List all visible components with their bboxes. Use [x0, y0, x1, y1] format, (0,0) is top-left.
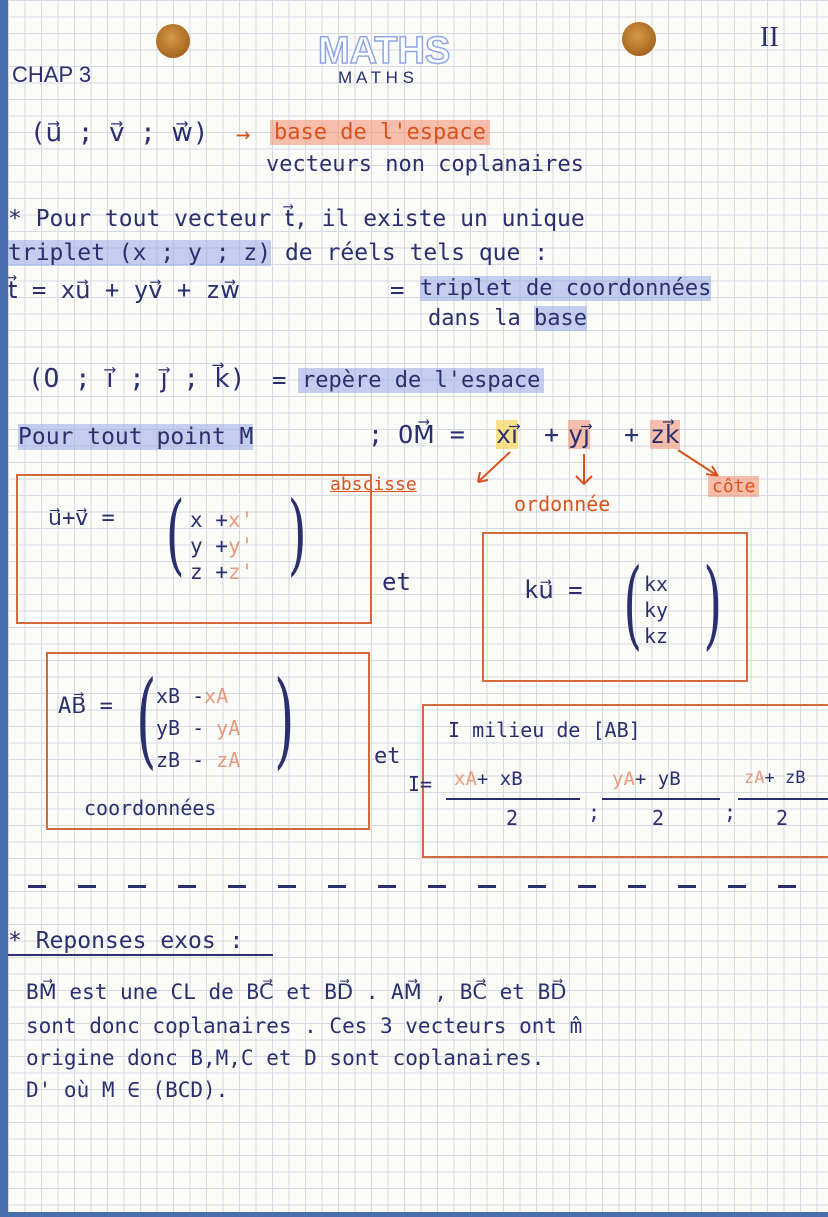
term-z: zk⃗	[650, 420, 680, 449]
midpoint-title: I milieu de [AB]	[448, 718, 641, 742]
frac-3-den: 2	[776, 806, 789, 830]
frac-sep-2: ;	[724, 800, 737, 824]
answer-line-3: origine donc B,M,C et D sont coplanaires.	[26, 1046, 545, 1070]
frac-2-den: 2	[652, 806, 665, 830]
plus-1: +	[544, 420, 560, 449]
non-coplanar-label: vecteurs non coplanaires	[266, 152, 584, 177]
om-vector: ; OM⃗ =	[368, 420, 465, 449]
answers-heading: * Reponses exos :	[8, 928, 273, 956]
ab-paren-left: (	[136, 658, 157, 780]
notebook-page	[8, 0, 828, 1212]
repere-label: repère de l'espace	[298, 368, 544, 393]
repere-triple: (O ; i⃗ ; j⃗ ; k⃗)	[28, 364, 246, 394]
answer-line-4: D' où M ∈ (BCD).	[26, 1078, 229, 1102]
scalar-row-1: kx	[644, 572, 669, 596]
sum-row-3: z +z'	[190, 560, 254, 584]
binder-hole-right	[622, 22, 656, 56]
binder-hole-left	[156, 24, 190, 58]
plus-2: +	[624, 420, 640, 449]
frac-3-bar	[738, 798, 828, 800]
page-number: II	[760, 22, 779, 53]
frac-2-bar	[602, 798, 720, 800]
term-y: yj⃗	[568, 420, 590, 449]
scalar-paren-left: (	[623, 548, 643, 660]
base-triple: (u⃗ ; v⃗ ; w⃗)	[30, 118, 209, 148]
repere-line-prefix: Pour tout point M	[18, 424, 254, 450]
sum-row-2: y +y'	[190, 534, 254, 558]
sum-lhs: u⃗+v⃗ =	[48, 506, 115, 531]
theorem-equals: =	[390, 276, 405, 304]
ab-row-1: xB -xA	[156, 684, 229, 708]
theorem-line-3: t⃗ = xu⃗ + yv⃗ + zw⃗	[8, 276, 240, 304]
scalar-paren-right: )	[703, 548, 723, 660]
term-x: xi⃗	[496, 420, 518, 449]
frac-3-num: zA+ zB	[744, 768, 806, 788]
ab-caption: coordonnées	[84, 796, 217, 820]
theorem-line-1: * Pour tout vecteur t⃗, il existe un unique	[8, 206, 585, 232]
scalar-row-2: ky	[644, 598, 669, 622]
abscisse-label: abscisse	[330, 474, 417, 495]
triplet-coord-label: triplet de coordonnées	[420, 276, 712, 301]
midpoint-lhs: I=	[408, 772, 433, 796]
chapter-label: CHAP 3	[12, 62, 92, 87]
base-label: base de l'espace	[270, 120, 490, 145]
sum-paren-right: )	[287, 482, 307, 585]
repere-equals: =	[272, 366, 287, 394]
ordonnee-label: ordonnée	[514, 492, 611, 516]
ab-lhs: AB⃗ =	[58, 694, 113, 719]
frac-sep-1: ;	[588, 800, 601, 824]
et-connector-2: et	[374, 744, 401, 769]
frac-2-num: yA+ yB	[612, 768, 681, 790]
ab-row-2: yB - yA	[156, 716, 241, 740]
title-outline: MATHS	[318, 30, 451, 72]
ab-paren-right: )	[274, 658, 295, 780]
theorem-line-2	[8, 240, 548, 266]
title-small: M A T H S	[338, 68, 414, 87]
cote-label: côte	[708, 476, 759, 497]
sum-row-1: x +x'	[190, 508, 254, 532]
frac-1-num: xA+ xB	[454, 768, 523, 790]
scalar-row-3: kz	[644, 624, 669, 648]
frac-1-bar	[446, 798, 580, 800]
sum-paren-left: (	[165, 482, 185, 585]
ab-row-3: zB - zA	[156, 748, 241, 772]
answer-line-2: sont donc coplanaires . Ces 3 vecteurs ont m̂	[26, 1014, 583, 1038]
scalar-lhs: ku⃗ =	[524, 576, 583, 604]
et-connector-1: et	[382, 568, 411, 596]
triplet-highlight: triplet (x ; y ; z)	[8, 240, 272, 266]
answer-line-1: BM⃗ est une CL de BC⃗ et BD⃗ . AM⃗ , BC⃗ et BD⃗	[26, 980, 567, 1004]
base-arrow: →	[236, 120, 251, 148]
dans-la-label: dans la base	[428, 306, 587, 331]
frac-1-den: 2	[506, 806, 519, 830]
theorem-line-2-rest: de réels tels que :	[271, 240, 549, 266]
